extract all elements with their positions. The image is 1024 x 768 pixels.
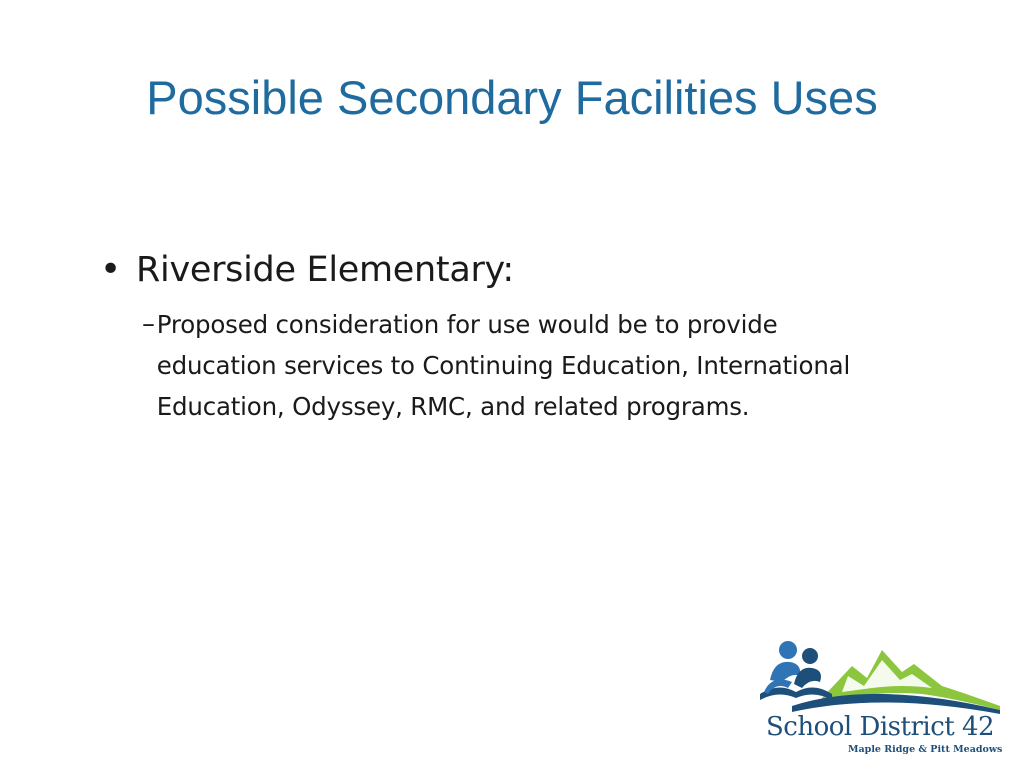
sub-bullet-marker: – [142, 309, 155, 339]
logo-name: School District 42 [766, 712, 995, 742]
figure-head-icon [779, 641, 797, 659]
logo-graphic [752, 636, 1000, 716]
figure-head-icon [802, 648, 818, 664]
sub-bullet-text: Proposed consideration for use would be to provide education services to Continuing Education, International Education, Odyssey, RMC, and related programs. [156, 310, 851, 421]
logo-tagline: Maple Ridge & Pitt Meadows [848, 744, 1003, 755]
bullet-marker: • [100, 249, 122, 290]
bullet-item [100, 246, 940, 294]
slide-title: Possible Secondary Facilities Uses [146, 71, 878, 124]
bullet-text: Riverside Elementary: [136, 250, 514, 290]
slide-body [100, 246, 940, 427]
sub-bullet-item [142, 304, 902, 427]
school-district-logo [752, 636, 1003, 760]
